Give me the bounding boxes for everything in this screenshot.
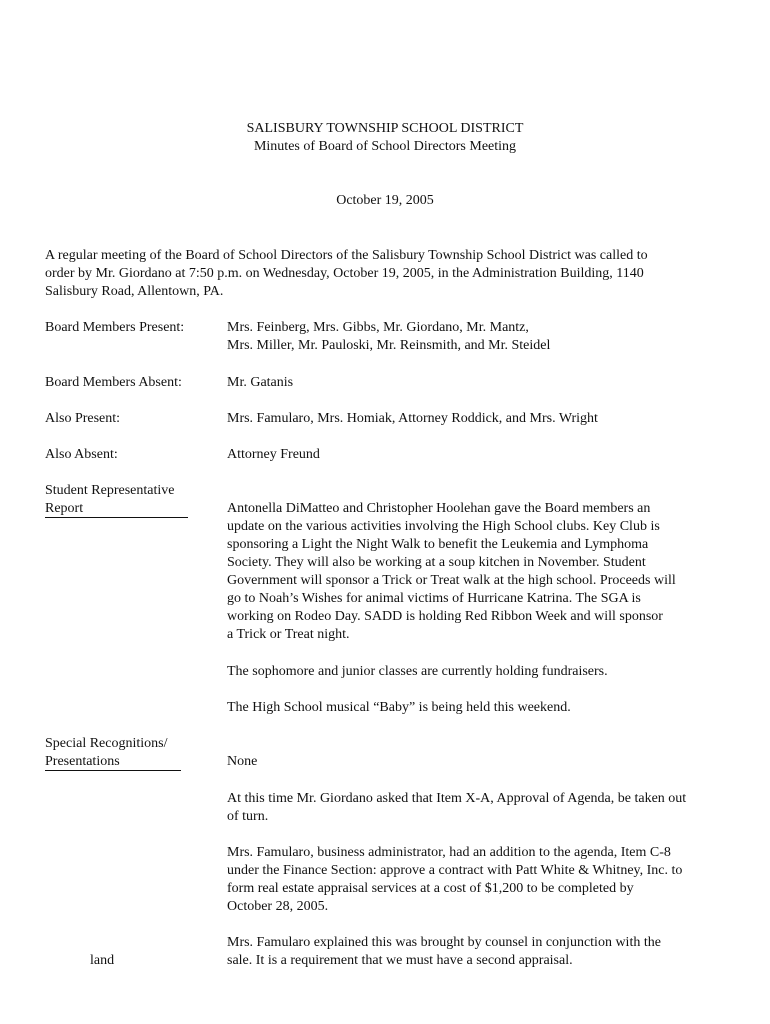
student-report-p1-line-5: Government will sponsor a Trick or Treat walk at the high school. Proceeds will [227, 573, 676, 588]
recognitions-value: None [227, 754, 258, 769]
student-report-p1-line-6: go to Noah’s Wishes for animal victims of Hurricane Katrina. The SGA is [227, 591, 641, 606]
absent-label: Board Members Absent: [45, 375, 182, 390]
recognitions-p2-line-3: form real estate appraisal services at a cost of $1,200 to be completed by [227, 881, 634, 896]
student-report-p1-line-4: Society. They will also be working at a soup kitchen in November. Student [227, 555, 646, 570]
student-report-label-1: Student Representative [45, 483, 175, 498]
intro-line-1: A regular meeting of the Board of School Directors of the Salisbury Township School District was called to [45, 248, 648, 263]
intro-line-3: Salisbury Road, Allentown, PA. [45, 284, 224, 299]
also-absent-value: Attorney Freund [227, 447, 320, 462]
recognitions-p1-line-2: of turn. [227, 809, 269, 824]
recognitions-label-1: Special Recognitions/ [45, 736, 168, 751]
student-report-p1-line-2: update on the various activities involving the High School clubs. Key Club is [227, 519, 660, 534]
recognitions-p3-line-1: Mrs. Famularo explained this was brought by counsel in conjunction with the [227, 935, 661, 950]
district-title: SALISBURY TOWNSHIP SCHOOL DISTRICT [246, 121, 524, 136]
recognitions-p2-line-1: Mrs. Famularo, business administrator, had an addition to the agenda, Item C-8 [227, 845, 671, 860]
intro-line-2: order by Mr. Giordano at 7:50 p.m. on Wednesday, October 19, 2005, in the Administration Building, 1140 [45, 266, 644, 281]
present-line-1: Mrs. Feinberg, Mrs. Gibbs, Mr. Giordano, Mr. Mantz, [227, 320, 529, 335]
document-subtitle: Minutes of Board of School Directors Meeting [253, 139, 517, 154]
recognitions-p2-line-2: under the Finance Section: approve a contract with Patt White & Whitney, Inc. to [227, 863, 683, 878]
recognitions-label-2 [45, 753, 215, 771]
margin-note-land: land [90, 953, 115, 968]
also-present-label: Also Present: [45, 411, 121, 426]
student-report-p1-line-8: a Trick or Treat night. [227, 627, 350, 642]
also-absent-label: Also Absent: [45, 447, 118, 462]
also-present-value: Mrs. Famularo, Mrs. Homiak, Attorney Roddick, and Mrs. Wright [227, 411, 598, 426]
student-report-p1-line-3: sponsoring a Light the Night Walk to benefit the Leukemia and Lymphoma [227, 537, 649, 552]
recognitions-p3-line-2: sale. It is a requirement that we must have a second appraisal. [227, 953, 573, 968]
meeting-date: October 19, 2005 [336, 193, 434, 208]
recognitions-label-text: Presentations [45, 753, 181, 771]
student-report-p1-line-7: working on Rodeo Day. SADD is holding Red Ribbon Week and will sponsor [227, 609, 663, 624]
student-report-label-2 [45, 500, 215, 518]
recognitions-p2-line-4: October 28, 2005. [227, 899, 329, 914]
present-line-2: Mrs. Miller, Mr. Pauloski, Mr. Reinsmith, and Mr. Steidel [227, 338, 551, 353]
student-report-p1-line-1: Antonella DiMatteo and Christopher Hoolehan gave the Board members an [227, 501, 651, 516]
absent-value: Mr. Gatanis [227, 375, 294, 390]
student-report-p3: The High School musical “Baby” is being held this weekend. [227, 700, 571, 715]
student-report-p2: The sophomore and junior classes are currently holding fundraisers. [227, 664, 608, 679]
student-report-label-text: Report [45, 500, 188, 518]
recognitions-p1-line-1: At this time Mr. Giordano asked that Item X-A, Approval of Agenda, be taken out [227, 791, 687, 806]
present-label: Board Members Present: [45, 320, 185, 335]
